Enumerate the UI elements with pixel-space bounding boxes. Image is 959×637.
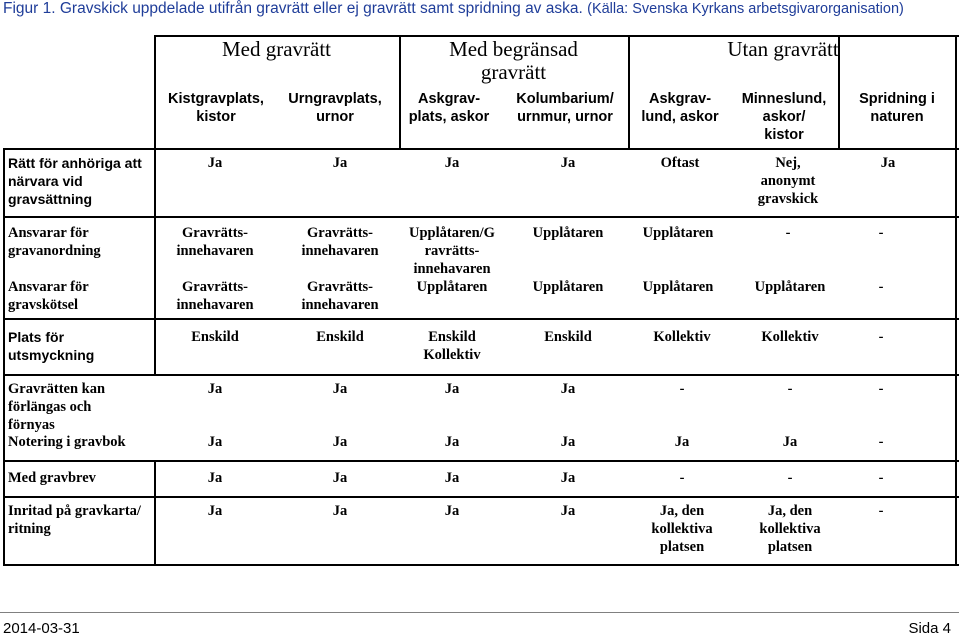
column-header-askgravlund: Askgrav- lund, askor	[641, 91, 719, 125]
column-header-kolumbarium: Kolumbarium/ urnmur, urnor	[516, 91, 614, 125]
caption-title: Figur 1. Gravskick uppdelade utifrån gravrätt eller ej gravrätt samt spridning av aska.	[3, 0, 583, 17]
footer-page-number: Sida 4	[908, 620, 951, 637]
table-cell: Upplåtaren	[642, 279, 714, 295]
table-cell: Enskild	[316, 329, 364, 345]
table-cell: -	[878, 434, 884, 450]
row-label-inritad-gravkarta: Inritad på gravkarta/ ritning	[8, 503, 141, 537]
row-label-ansvar-gravanordning: Ansvarar för gravanordning	[8, 225, 101, 259]
table-cell: Upplåtaren	[532, 225, 604, 241]
table-cell: Ja	[674, 434, 690, 450]
table-cell: Gravrätts- innehavaren	[301, 279, 379, 313]
table-cell: Upplåtaren/G ravrätts- innehavaren	[409, 225, 495, 277]
footer-divider	[0, 612, 959, 613]
table-cell: Ja	[560, 381, 576, 397]
table-cell: Ja	[207, 470, 223, 486]
table-cell: -	[787, 381, 793, 397]
table-cell: Gravrätts- innehavaren	[176, 225, 254, 259]
table-cell: Upplåtaren	[642, 225, 714, 241]
column-header-minneslund: Minneslund, askor/ kistor	[741, 91, 827, 143]
table-cell: Ja	[560, 434, 576, 450]
table-cell: Ja	[560, 503, 576, 519]
group-header-utan-gravratt: Utan gravrätt	[727, 37, 839, 61]
table-cell: Upplåtaren	[416, 279, 488, 295]
table-cell: Ja	[332, 503, 348, 519]
table-cell: Nej, anonymt gravskick	[757, 155, 819, 207]
table-cell: -	[878, 225, 884, 241]
table-cell: Gravrätts- innehavaren	[301, 225, 379, 259]
table-cell: Ja	[444, 381, 460, 397]
table-cell: Ja	[207, 503, 223, 519]
column-header-urngravplats: Urngravplats, urnor	[288, 91, 382, 125]
table-cell: Ja	[207, 155, 223, 171]
table-cell: Ja	[332, 470, 348, 486]
table-cell: Ja	[444, 470, 460, 486]
table-cell: -	[878, 381, 884, 397]
table-cell: -	[679, 470, 685, 486]
table-cell: Ja	[207, 381, 223, 397]
table-cell: -	[785, 225, 791, 241]
table-cell: Ja	[207, 434, 223, 450]
figure-caption	[3, 0, 904, 18]
table-cell: Ja	[332, 434, 348, 450]
table-cell: Kollektiv	[653, 329, 711, 345]
table-cell: Kollektiv	[761, 329, 819, 345]
table-cell: -	[878, 329, 884, 345]
table-cell: -	[878, 503, 884, 519]
table-cell: Ja	[560, 470, 576, 486]
row-label-med-gravbrev: Med gravbrev	[8, 470, 96, 486]
table-cell: Oftast	[660, 155, 700, 171]
table-cell: Ja, den kollektiva platsen	[759, 503, 821, 555]
table-cell: Ja	[782, 434, 798, 450]
row-label-gravratten-forlangas: Gravrätten kan förlängas och förnyas	[8, 381, 106, 433]
footer-date: 2014-03-31	[3, 620, 80, 637]
table-cell: Ja	[332, 381, 348, 397]
caption-source: (Källa: Svenska Kyrkans arbetsgivarorganisation)	[587, 1, 904, 17]
column-header-spridning: Spridning i naturen	[859, 91, 935, 125]
row-label-ansvar-gravskotsel: Ansvarar för gravskötsel	[8, 279, 89, 313]
row-label-ratt-narvara: Rätt för anhöriga att närvara vid gravsättning	[8, 155, 142, 207]
table-cell: -	[787, 470, 793, 486]
table-cell: Enskild	[544, 329, 592, 345]
table-cell: Enskild	[191, 329, 239, 345]
table-cell: Ja	[880, 155, 896, 171]
table-cell: Ja, den kollektiva platsen	[651, 503, 713, 555]
table-cell: Ja	[444, 155, 460, 171]
table-cell: -	[878, 470, 884, 486]
row-label-notering-gravbok: Notering i gravbok	[8, 434, 126, 450]
column-header-askgravplats: Askgrav- plats, askor	[408, 91, 490, 125]
table-cell: Upplåtaren	[532, 279, 604, 295]
table-cell: Ja	[444, 434, 460, 450]
table-cell: Ja	[332, 155, 348, 171]
group-header-begransad-gravratt: Med begränsad gravrätt	[449, 37, 578, 84]
table-cell: -	[679, 381, 685, 397]
table-cell: -	[878, 279, 884, 295]
table-cell: Ja	[444, 503, 460, 519]
group-header-med-gravratt: Med gravrätt	[221, 37, 332, 61]
table-cell: Ja	[560, 155, 576, 171]
row-label-plats-utsmyckning: Plats för utsmyckning	[8, 329, 95, 363]
column-header-kistgravplats: Kistgravplats, kistor	[168, 91, 264, 125]
table-cell: Upplåtaren	[754, 279, 826, 295]
table-cell: Gravrätts- innehavaren	[176, 279, 254, 313]
table-cell: Enskild Kollektiv	[423, 329, 481, 363]
